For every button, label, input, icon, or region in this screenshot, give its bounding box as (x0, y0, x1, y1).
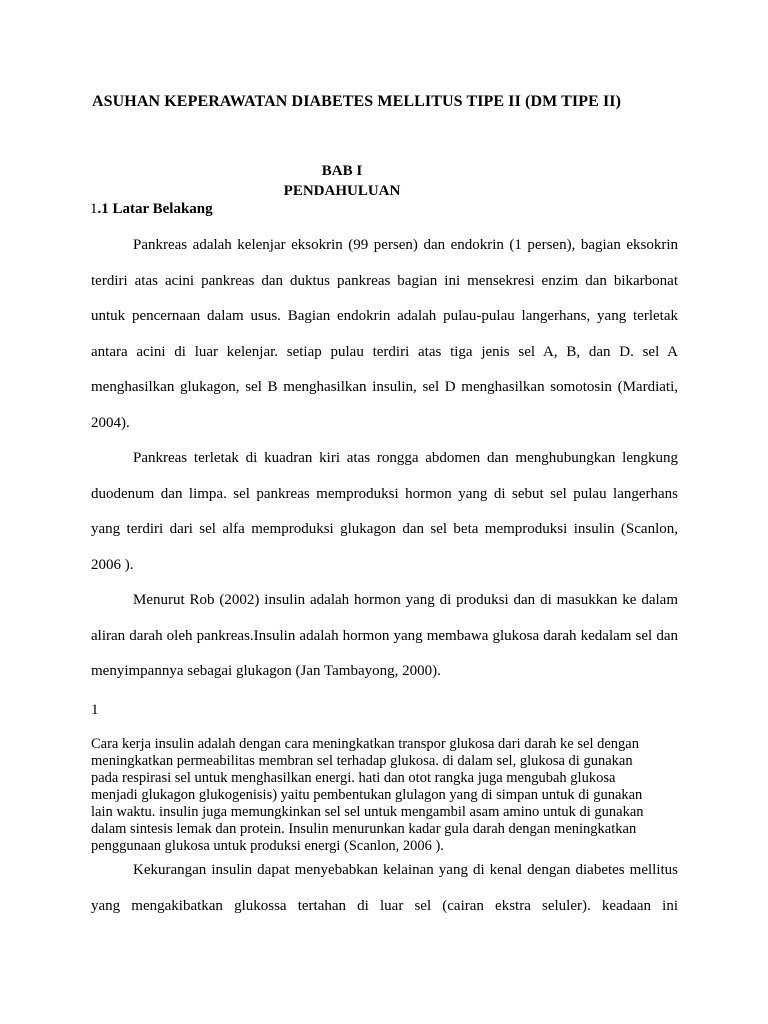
paragraph-line: Pankreas adalah kelenjar eksokrin (99 persen) dan endokrin (1 persen), bagian eksokrin (133, 237, 678, 253)
paragraph-line: yang mengakibatkan glukossa tertahan di luar sel (cairan ekstra seluler). keadaan ini (91, 898, 678, 914)
single-spaced-line: lain waktu. insulin juga memungkinkan sel sel untuk mengambil asam amino untuk di gunakan (91, 804, 644, 820)
paragraph-line: aliran darah oleh pankreas.Insulin adalah hormon yang membawa glukosa darah kedalam sel dan (91, 628, 678, 644)
single-spaced-line: dalam sintesis lemak dan protein. Insulin menurunkan kadar gula darah dengan meningkatkan (91, 821, 637, 837)
single-spaced-line: menjadi glukagon glukogenisis) yaitu pembentukan glulagon yang di simpan untuk di gunakan (91, 787, 643, 803)
paragraph-line: 2004). (91, 415, 130, 431)
paragraph-line: antara acini di luar kelenjar. setiap pulau terdiri atas tiga jenis sel A, B, dan D. sel A (91, 344, 678, 360)
paragraph-line: 2006 ). (91, 557, 134, 573)
single-spaced-line: pada respirasi sel untuk menghasilkan energi. hati dan otot rangka juga mengubah glukosa (91, 770, 616, 786)
paragraph-line: duodenum dan limpa. sel pankreas memproduksi hormon yang di sebut sel pulau langerhans (91, 486, 678, 502)
paragraph-line: yang terdiri dari sel alfa memproduksi glukagon dan sel beta memproduksi insulin (Scanlon, (91, 521, 678, 537)
section-heading (90, 201, 213, 218)
chapter-title: PENDAHULUAN (283, 183, 401, 199)
single-spaced-line: Cara kerja insulin adalah dengan cara meningkatkan transpor glukosa dari darah ke sel dengan (91, 736, 639, 752)
paragraph-line: menghasilkan glukagon, sel B menghasilkan insulin, sel D menghasilkan somotosin (Mardiati, (91, 379, 678, 395)
paragraph-line: untuk pencernaan dalam usus. Bagian endokrin adalah pulau-pulau langerhans, yang terletak (91, 308, 678, 324)
section-title: .1 Latar Belakang (97, 201, 213, 217)
page-number: 1 (91, 702, 99, 718)
paragraph-line: Pankreas terletak di kuadran kiri atas rongga abdomen dan menghubungkan lengkung (133, 450, 678, 466)
paragraph-line: Menurut Rob (2002) insulin adalah hormon yang di produksi dan di masukkan ke dalam (133, 592, 678, 608)
section-number: 1 (90, 201, 98, 217)
chapter-label: BAB I (321, 163, 363, 179)
single-spaced-line: meningkatkan permeabilitas membran sel terhadap glukosa. di dalam sel, glukosa di gunakan (91, 753, 633, 769)
paragraph-line: terdiri atas acini pankreas dan duktus pankreas bagian ini mensekresi enzim dan bikarbonat (91, 273, 678, 289)
single-spaced-line: penggunaan glukosa untuk produksi energi (Scanlon, 2006 ). (91, 838, 444, 854)
paragraph-line: Kekurangan insulin dapat menyebabkan kelainan yang di kenal dengan diabetes mellitus (133, 862, 678, 878)
document-title: ASUHAN KEPERAWATAN DIABETES MELLITUS TIPE II (DM TIPE II) (92, 93, 622, 110)
paragraph-line: menyimpannya sebagai glukagon (Jan Tambayong, 2000). (91, 663, 441, 679)
